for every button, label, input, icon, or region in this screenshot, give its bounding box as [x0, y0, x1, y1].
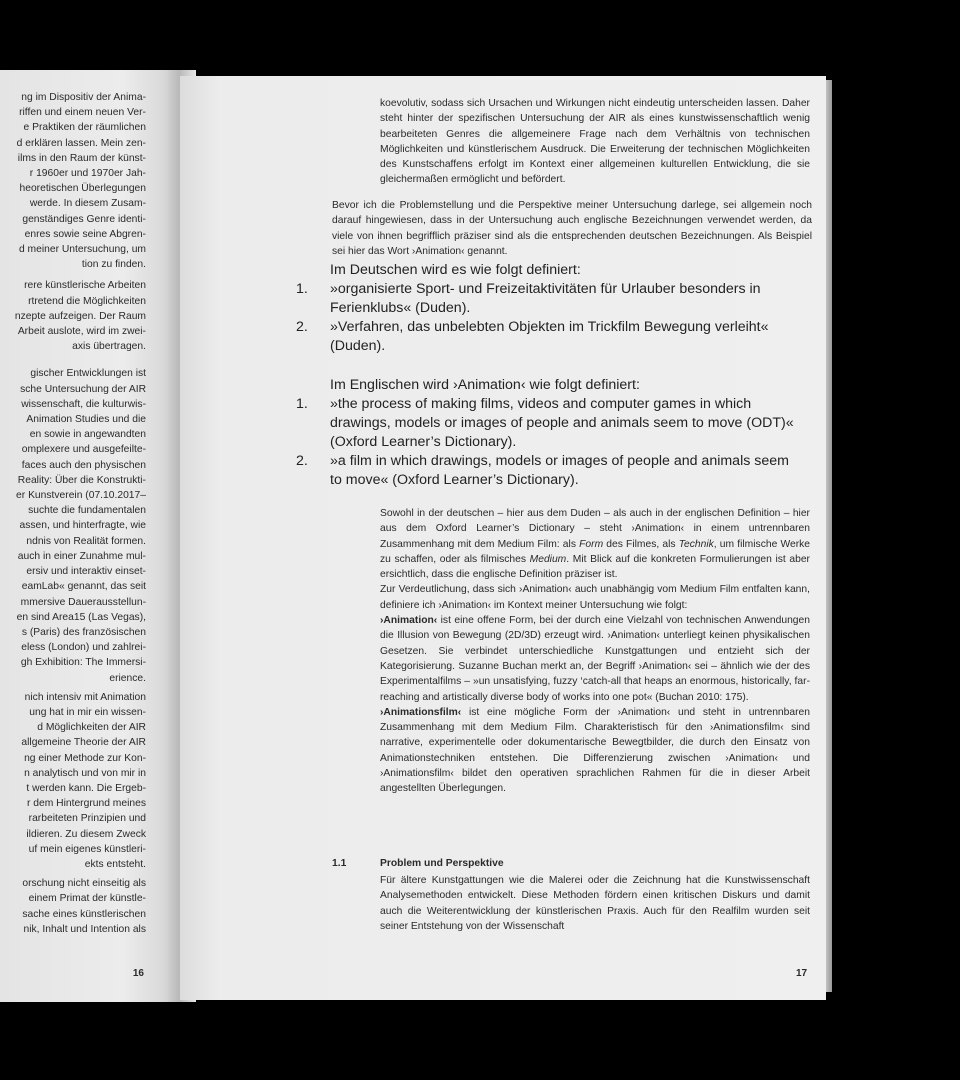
left-page-line: rere künstlerische Arbeiten — [24, 280, 146, 292]
left-page-line: r 1960er und 1970er Jah- — [29, 168, 146, 180]
left-page-line: suchte die fundamentalen — [28, 505, 146, 517]
left-page-line: en sowie in angewandten — [29, 429, 146, 441]
left-page-line: enres sowie seine Abgren- — [24, 228, 146, 240]
clarification-paragraph: Zur Verdeutlichung, dass sich ›Animation‹ auch unabhängig vom Medium Film entfalten kann, definiere ich ›Animation‹ im Kontext meiner Untersuchung wie folgt: — [380, 584, 810, 611]
left-page-line: rtretend die Möglichkeiten — [28, 295, 146, 307]
section-title: Problem und Perspektive — [380, 858, 504, 869]
left-page-line: d Möglichkeiten der AIR — [37, 722, 146, 734]
left-page-line: auch in einer Zunahme mul- — [17, 550, 146, 562]
left-page-line: erience. — [109, 672, 146, 684]
left-page-line: mmersive Dauerausstellun- — [20, 596, 146, 608]
list-text: »a film in which drawings, models or images of people and animals seem to move« (Oxford Learner’s Dictionary). — [330, 453, 789, 488]
left-page-text — [0, 90, 146, 937]
english-heading: Im Englischen wird ›Animation‹ wie folgt definiert: — [330, 377, 640, 393]
left-page-line: rarbeiteten Prinzipien und — [28, 813, 146, 825]
left-page-line: riffen und einem neuen Ver- — [19, 107, 146, 119]
list-number: 2. — [296, 319, 308, 335]
animationsfilm-definition: ›Animationsfilm‹ ist eine mögliche Form der ›Animation‹ und steht in untrennbaren Zusammenhang mit dem Medium Film. Charakteristisch für den ›Animationsfilm‹ sind narrative, experimentelle oder dokumentarische Bewegtbilder, die durch den Einsatz von Animationstechniken entstehen. Die Differenzierung zwischen ›Animation‹ und ›Animationsfilm‹ bildet den operativen sprachlichen Rahmen für die in dieser Arbeit angestellten Überlegungen. — [380, 706, 810, 795]
left-page-line: uf mein eigenes künstleri- — [28, 843, 146, 855]
left-page-line: ildieren. Zu diesem Zweck — [26, 828, 146, 840]
section-number: 1.1 — [332, 858, 347, 869]
left-page-line: r dem Hintergrund meines — [26, 798, 146, 810]
left-page-line: faces auch den physischen — [21, 459, 146, 471]
left-page-line: axis übertragen. — [72, 341, 146, 353]
list-item — [296, 452, 800, 490]
left-page-line: d erklären lassen. Mein zen- — [16, 137, 146, 149]
german-heading: Im Deutschen wird es wie folgt definiert: — [330, 262, 581, 278]
left-page-line: eamLab« genannt, das seit — [21, 581, 146, 593]
left-page-line: gh Exhibition: The Immersi- — [20, 657, 146, 669]
left-page-line: d meiner Untersuchung, um — [18, 244, 146, 256]
right-page — [180, 76, 826, 1000]
left-page-line: ndnis von Realität formen. — [26, 535, 146, 547]
left-page-line: ng einer Methode zur Kon- — [24, 752, 146, 764]
left-page-line: ilms in den Raum der künst- — [17, 152, 146, 164]
page-number-right: 17 — [796, 968, 808, 979]
left-page-line: s (Paris) des französischen — [21, 626, 146, 638]
left-page-line: assen, und hinterfragte, wie — [19, 520, 146, 532]
left-page-line: Animation Studies und die — [26, 414, 146, 426]
left-page-line: sache eines künstlerischen — [22, 908, 146, 920]
list-text: »organisierte Sport- und Freizeitaktivitäten für Urlauber besonders in Ferienklubs« (Duden). — [330, 281, 761, 316]
left-page-line: eless (London) und zahlrei- — [21, 642, 146, 654]
list-item — [296, 318, 800, 356]
left-page-line: heoretischen Überlegungen — [19, 183, 146, 195]
list-number: 1. — [296, 281, 308, 297]
list-number: 2. — [296, 453, 308, 469]
list-text: »the process of making films, videos and computer games in which drawings, models or images of people and animals seem to move (ODT)« (Oxford Learner’s Dictionary). — [330, 396, 794, 450]
terminology-text: Bevor ich die Problemstellung und die Perspektive meiner Untersuchung darlege, sei allgemein noch darauf hingewiesen, dass in der Untersuchung auch englische Bezeichnungen verwendet werden, da viele von ihnen begrifflich präziser sind als die entsprechenden deutschen Bezeichnungen. Als Beispiel sei hier das Wort ›Animation‹ genannt. — [332, 200, 812, 257]
left-page-line: einem Primat der künstle- — [28, 893, 146, 905]
list-text: »Verfahren, das unbelebten Objekten im Trickfilm Bewegung verleiht« (Duden). — [330, 319, 769, 354]
left-page — [0, 70, 176, 1002]
left-page-line: sche Untersuchung der AIR — [20, 383, 146, 395]
left-page-line: nich intensiv mit Animation — [24, 691, 146, 703]
left-page-line: er Kunstverein (07.10.2017– — [16, 490, 146, 502]
left-page-line: wissenschaft, die kulturwis- — [21, 398, 146, 410]
section-text: Für ältere Kunstgattungen wie die Malerei oder die Zeichnung hat die Kunstwissenschaft Analysemethoden entwickelt. Diese Methoden fördern einen kritischen Diskurs und damit auch die Weiterentwicklung der künstlerischen Praxis. Auch für den Realfilm wurden seit seiner Entstehung von der Wissenschaft — [380, 875, 810, 932]
intro-text: koevolutiv, sodass sich Ursachen und Wirkungen nicht eindeutig unterscheiden lassen. Daher steht hinter der spezifischen Untersuchung der AIR als eines kunstwissenschaftlich wenig bearbeiteten Genres die allgemeinere Frage nach dem Verhältnis von technischen Möglichkeiten und künstlerischem Ausdruck. Die Erweiterung der technischen Möglichkeiten des Kunstschaffens erfolgt im Kontext einer allgemeinen kulturellen Entwicklung, die sie gleichermaßen ermöglicht und befördert. — [380, 98, 810, 186]
left-page-line: genständiges Genre identi- — [22, 213, 146, 225]
page-number-left: 16 — [132, 968, 144, 979]
left-page-line: t werden kann. Die Ergeb- — [26, 782, 146, 794]
left-page-line: omplexere und ausgefeilte- — [21, 444, 146, 456]
animation-definition: ›Animation‹ ist eine offene Form, bei der durch eine Vielzahl von technischen Anwendungen die Illusion von Bewegung (2D/3D) erzeugt wird. ›Animation‹ unterliegt keinen physikalischen Gesetzen. Sie verbindet unterschiedliche Kunstgattungen und entzieht sich der Kategorisierung. Suzanne Buchan merkt an, der Begriff ›Animation‹ sei – ähnlich wie der des Experimentalfilms – »un unsatisfying, fuzzy ‘catch-all that heaps an enormous, historically, far-reaching and artistically diverse body of works into one pot« (Buchan 2010: 175). — [380, 615, 810, 703]
left-page-line: n analytisch und von mir in — [24, 767, 146, 779]
terminology-paragraph — [332, 198, 812, 259]
left-page-line: nik, Inhalt und Intention als — [23, 923, 146, 935]
left-page-line: ersiv und interaktiv einset- — [26, 566, 146, 578]
left-page-line: allgemeine Theorie der AIR — [21, 737, 146, 749]
left-page-line: ung hat in mir ein wissen- — [29, 706, 146, 718]
left-page-line: Arbeit auslote, wird im zwei- — [17, 326, 146, 338]
definition-discussion — [380, 506, 810, 797]
english-definitions — [296, 376, 800, 490]
german-definitions — [296, 261, 800, 356]
left-page-line: tion zu finden. — [81, 259, 146, 271]
left-page-line: werde. In diesem Zusam- — [29, 198, 146, 210]
left-page-line: ng im Dispositiv der Anima- — [21, 92, 146, 103]
left-page-line: en sind Area15 (Las Vegas), — [16, 611, 146, 623]
list-item — [296, 395, 800, 452]
left-page-line: ekts entsteht. — [84, 858, 146, 870]
intro-paragraph — [380, 96, 810, 188]
left-page-line: nzepte aufzeigen. Der Raum — [14, 310, 146, 322]
left-page-line: Reality: Über die Konstrukti- — [17, 474, 146, 486]
left-page-line: orschung nicht einseitig als — [22, 878, 146, 890]
list-number: 1. — [296, 396, 308, 412]
comparison-paragraph: Sowohl in der deutschen – hier aus dem Duden – als auch in der englischen Definition – hier aus dem Oxford Learner’s Dictionary – steht ›Animation‹ in einem untrennbaren Zusammenhang mit dem Medium Film: als Form des Filmes, als Technik, um filmische Werke zu schaffen, oder als filmisches Medium. Mit Blick auf die konkreten Formulierungen ist aber ersichtlich, dass die englische Definition präziser ist. — [380, 508, 811, 581]
left-page-line: e Praktiken der räumlichen — [23, 122, 146, 134]
left-page-line: gischer Entwicklungen ist — [30, 368, 146, 380]
list-item — [296, 280, 800, 318]
